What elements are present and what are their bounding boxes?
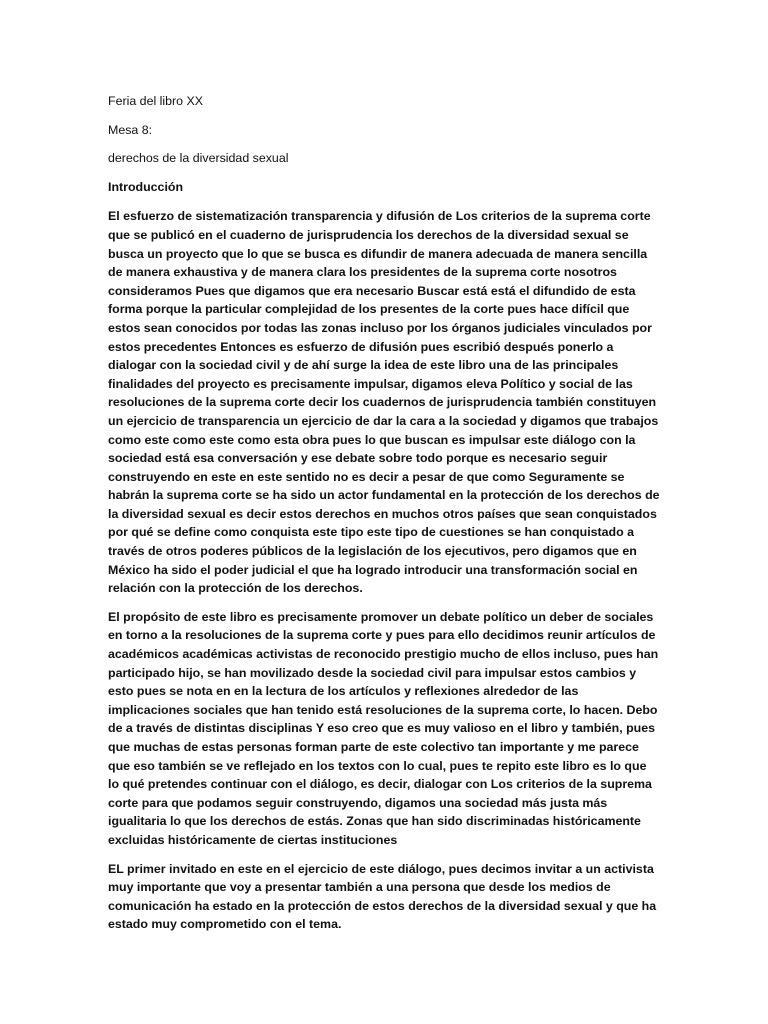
paragraph: El esfuerzo de sistematización transparencia y difusión de Los criterios de la suprema corte que se publicó en el cuaderno de jurisprudencia los derechos de la diversidad sexual se busca un proyecto que lo que se busca es difundir de manera adecuada de manera sencilla de manera exhaustiva y de manera clara los presidentes de la suprema corte nosotros consideramos Pues que digamos que era necesario Buscar está está el difundido de esta forma porque la particular complejidad de los presentes de la corte pues hace difícil que estos sean conocidos por todas las zonas incluso por los órganos judiciales vinculados por estos precedentes Entonces es esfuerzo de difusión pues escribió después ponerlo a dialogar con la sociedad civil y de ahí surge la idea de este libro una de las principales finalidades del proyecto es precisamente impulsar, digamos eleva Político y social de las resoluciones de la suprema corte decir los cuadernos de jurisprudencia también constituyen un ejercicio de transparencia un ejercicio de dar la cara a la sociedad y digamos que trabajos como este como este como esta obra pues lo que buscan es impulsar este diálogo con la sociedad está esa conversación y ese debate sobre todo porque es necesario seguir construyendo en este en este sentido no es decir a pesar de que como Seguramente se habrán la suprema corte se ha sido un actor fundamental en la protección de los derechos de la diversidad sexual es decir estos derechos en muchos otros países que sean conquistados por qué se define como conquista este tipo este tipo de cuestiones se han conquistado a través de otros poderes públicos de la legislación de los ejecutivos, pero digamos que en México ha sido el poder judicial el que ha logrado introducir una transformación social en relación con la protección de los derechos. xyxy=(108,209,660,596)
event-title: Feria del libro XX xyxy=(108,94,204,108)
paragraph: El propósito de este libro es precisamente promover un debate político un deber de sociales en torno a la resoluciones de la suprema corte y pues para ello decidimos reunir artículos de académicos académicas activistas de reconocido prestigio mucho de ellos incluso, pues han participado hijo, se han movilizado desde la sociedad civil para impulsar estos cambios y esto pues se nota en en la lectura de los artículos y reflexiones alrededor de las implicaciones sociales que han tenido está resoluciones de la suprema corte, lo hacen. Debo de a través de distintas disciplinas Y eso creo que es muy valioso en el libro y también, pues que muchas de estas personas forman parte de este colectivo tan importante y me parece que eso también se ve reflejado en los textos con lo cual, pues te repito este libro es lo que lo qué pretendes continuar con el diálogo, es decir, dialogar con Los criterios de la suprema corte para que podamos seguir construyendo, digamos una sociedad más justa más igualitaria lo que los derechos de estás. Zonas que han sido discriminadas históricamente excluidas históricamente de ciertas instituciones xyxy=(108,609,659,847)
table-label: Mesa 8: xyxy=(108,122,153,137)
section-heading: Introducción xyxy=(108,179,184,194)
paragraph: EL primer invitado en este en el ejercicio de este diálogo, pues decimos invitar a un activista muy importante que voy a presentar también a una persona que desde los medios de comunicación ha estado en la protección de estos derechos de la diversidad sexual y que ha estado muy comprometido con el tema. xyxy=(108,861,657,932)
document-body xyxy=(108,92,660,944)
topic-line: derechos de la diversidad sexual xyxy=(108,151,289,166)
